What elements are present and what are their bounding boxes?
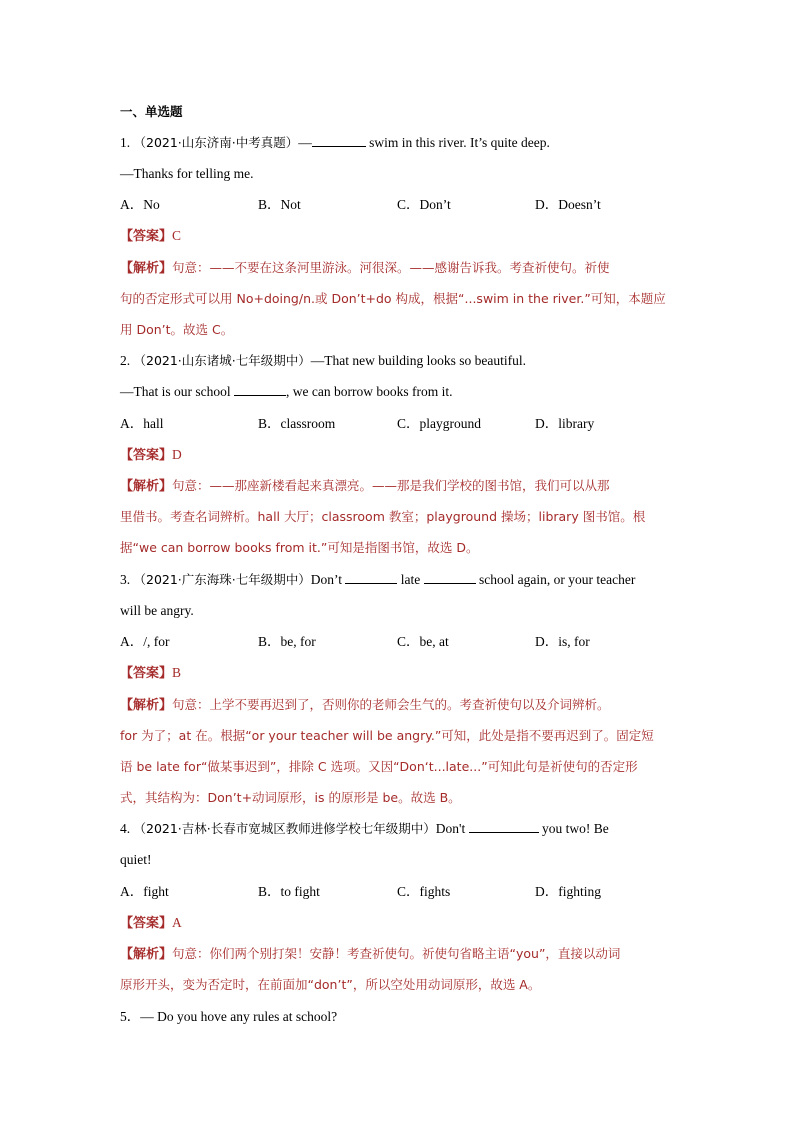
- question-4-line2: quiet!: [120, 852, 152, 867]
- question-4-stem: [120, 819, 680, 839]
- option-d: D．Doesn’t: [535, 197, 601, 212]
- question-text: late: [397, 572, 424, 587]
- option-c: C．fights: [397, 884, 451, 899]
- option-b: B．classroom: [258, 416, 336, 431]
- question-2-stem: [120, 351, 680, 371]
- question-text: school again, or your teacher: [475, 572, 636, 587]
- analysis-line: [120, 258, 680, 279]
- question-text: —That new building looks so beautiful.: [310, 353, 526, 368]
- option-b: B．to fight: [258, 884, 320, 899]
- question-3-stem: [120, 570, 680, 590]
- question-1-line2: —Thanks for telling me.: [120, 166, 254, 181]
- analysis-text: 据“we can borrow books from it.”可知是指图书馆，故选 D。: [120, 540, 479, 555]
- option-a: A．No: [120, 197, 160, 212]
- answer-label: 【答案】: [120, 666, 173, 681]
- answer-value: A: [172, 915, 182, 930]
- section-title: 一、单选题: [120, 104, 183, 119]
- analysis-line: [120, 476, 680, 497]
- answer-blank: [469, 819, 539, 833]
- answer-label: 【答案】: [120, 448, 173, 463]
- question-number: 3.: [120, 572, 131, 587]
- question-text: —That is our school: [120, 384, 234, 399]
- answer-line: [120, 663, 680, 684]
- answer-blank: [234, 382, 286, 396]
- question-number: 5．: [120, 1009, 141, 1024]
- answer-label: 【答案】: [120, 229, 173, 244]
- option-c: C．Don’t: [397, 197, 451, 212]
- question-number: 2.: [120, 353, 131, 368]
- question-5-stem: [120, 1007, 680, 1027]
- option-b: B．be, for: [258, 634, 316, 649]
- question-2-line2: [120, 382, 680, 402]
- question-source: （2021·广东海珠·七年级期中）: [133, 572, 311, 587]
- option-d: D．library: [535, 416, 595, 431]
- option-a: A．fight: [120, 884, 169, 899]
- analysis-label: 【解析】: [120, 698, 173, 713]
- question-source: （2021·吉林·长春市宽城区教师进修学校七年级期中）: [133, 821, 436, 836]
- option-b: B．Not: [258, 197, 301, 212]
- answer-value: C: [172, 228, 182, 243]
- question-source: （2021·山东济南·中考真题）: [133, 135, 299, 150]
- analysis-text: 句意：——不要在这条河里游泳。河很深。——感谢告诉我。考查祈使句。祈使: [172, 260, 610, 275]
- analysis-text: 句意：上学不要再迟到了，否则你的老师会生气的。考查祈使句以及介词辨析。: [172, 697, 610, 712]
- question-source: （2021·山东诸城·七年级期中）: [133, 353, 311, 368]
- analysis-label: 【解析】: [120, 479, 173, 494]
- analysis-line: [120, 944, 680, 965]
- analysis-text: 语 be late for“做某事迟到”，排除 C 选项。又因“Don‘t...late...”可知此句是祈使句的否定形: [120, 759, 638, 774]
- question-text: , we can borrow books from it.: [286, 384, 453, 399]
- analysis-label: 【解析】: [120, 947, 173, 962]
- analysis-label: 【解析】: [120, 261, 173, 276]
- answer-blank: [345, 570, 397, 584]
- question-text: Don’t: [310, 572, 346, 587]
- analysis-text: 用 Don’t。故选 C。: [120, 322, 234, 337]
- analysis-text: 句意：——那座新楼看起来真漂亮。——那是我们学校的图书馆，我们可以从那: [172, 478, 610, 493]
- option-c: C．be, at: [397, 634, 449, 649]
- option-c: C．playground: [397, 416, 481, 431]
- analysis-line: [120, 695, 680, 716]
- analysis-text: 句的否定形式可以用 No+doing/n.或 Don’t+do 构成，根据“...swim in the river.”可知，本题应: [120, 291, 666, 306]
- question-1-stem: [120, 133, 680, 153]
- question-number: 1.: [120, 135, 131, 150]
- answer-blank: [424, 570, 476, 584]
- analysis-text: for 为了；at 在。根据“or your teacher will be angry.”可知，此处是指不要再迟到了。固定短: [120, 728, 654, 743]
- option-d: D．fighting: [535, 884, 601, 899]
- option-d: D．is, for: [535, 634, 590, 649]
- answer-label: 【答案】: [120, 916, 173, 931]
- option-a: A．/, for: [120, 634, 170, 649]
- option-a: A．hall: [120, 416, 164, 431]
- question-text: you two! Be: [538, 821, 609, 836]
- question-number: 4.: [120, 821, 131, 836]
- answer-line: [120, 445, 680, 466]
- analysis-text: 原形开头，变为否定时，在前面加“don’t”，所以空处用动词原形，故选 A。: [120, 977, 541, 992]
- answer-value: B: [172, 665, 182, 680]
- answer-line: [120, 226, 680, 247]
- question-text: swim in this river. It’s quite deep.: [365, 135, 550, 150]
- analysis-text: 里借书。考查名词辨析。hall 大厅；classroom 教室；playground 操场；library 图书馆。根: [120, 509, 646, 524]
- answer-value: D: [172, 447, 182, 462]
- question-text: —: [298, 135, 312, 150]
- question-3-line2: will be angry.: [120, 603, 194, 618]
- analysis-text: 式，其结构为：Don’t+动词原形，is 的原形是 be。故选 B。: [120, 790, 461, 805]
- analysis-text: 句意：你们两个别打架！安静！考查祈使句。祈使句省略主语“you”，直接以动词: [172, 946, 621, 961]
- question-text: — Do you hove any rules at school?: [140, 1009, 338, 1024]
- question-text: Don't: [435, 821, 469, 836]
- answer-line: [120, 913, 680, 934]
- answer-blank: [312, 133, 366, 147]
